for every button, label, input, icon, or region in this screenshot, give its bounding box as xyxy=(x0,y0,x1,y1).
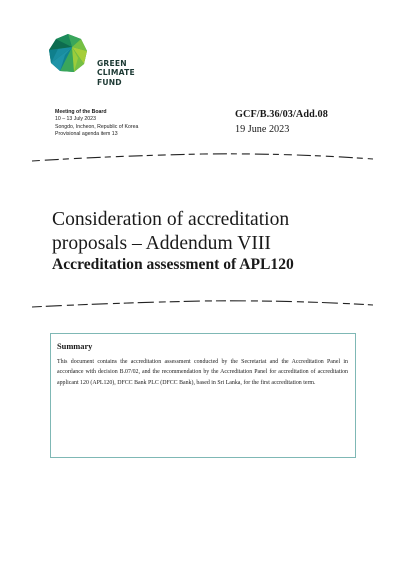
logo-line-climate: CLIMATE xyxy=(97,68,135,78)
document-title-block xyxy=(52,208,382,275)
bottom-divider xyxy=(30,293,375,313)
document-date: 19 June 2023 xyxy=(235,123,290,135)
summary-box xyxy=(50,333,356,458)
summary-text: This document contains the accreditation assessment conducted by the Secretariat and the Accreditation Panel in accordance with decision B.07/02, and the recommendation by the Accreditation Panel for accreditation of accreditation applicant 120 (APL120), DFCC Bank PLC (DFCC Bank), based in Sri Lanka, for the first accreditation term. xyxy=(57,359,348,386)
logo-line-green: GREEN xyxy=(97,59,127,68)
green-climate-fund-logo-icon xyxy=(48,33,88,73)
document-reference-block xyxy=(235,108,328,137)
top-divider xyxy=(30,147,375,167)
document-title-line-1: Consideration of accreditation xyxy=(52,209,290,230)
logo-line-fund: FUND xyxy=(97,77,122,87)
document-title-line-2: proposals – Addendum VIII xyxy=(52,232,271,254)
logo-wordmark xyxy=(97,59,135,87)
meeting-agenda: Provisional agenda item 13 xyxy=(55,130,118,137)
meeting-title: Meeting of the Board xyxy=(55,109,107,115)
meeting-location: Songdo, Incheon, Republic of Korea xyxy=(55,123,139,130)
document-subtitle: Accreditation assessment of APL120 xyxy=(52,256,294,273)
meeting-dates: 10 – 13 July 2023 xyxy=(55,116,96,123)
document-reference: GCF/B.36/03/Add.08 xyxy=(235,109,328,120)
meeting-info xyxy=(55,109,138,138)
summary-heading: Summary xyxy=(57,342,93,351)
